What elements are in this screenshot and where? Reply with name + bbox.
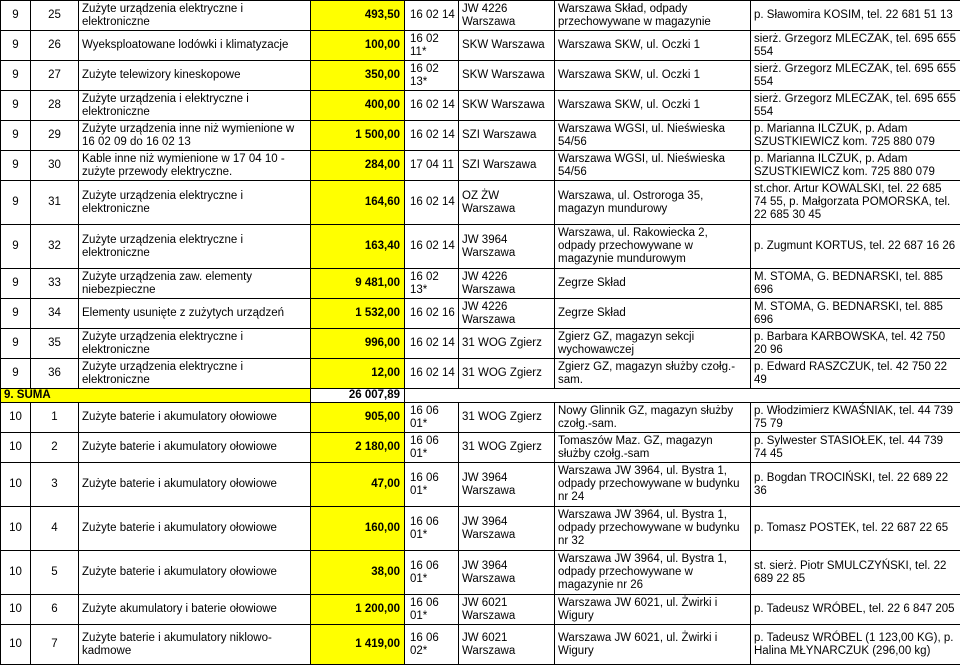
waste-description: Zużyte baterie i akumulatory ołowiowe bbox=[79, 551, 311, 595]
military-unit: 31 WOG Zgierz bbox=[459, 329, 555, 359]
military-unit: SKW Warszawa bbox=[459, 61, 555, 91]
military-unit: 31 WOG Zgierz bbox=[459, 403, 555, 433]
quantity: 164,60 bbox=[311, 181, 405, 225]
section-number: 9 bbox=[1, 151, 31, 181]
section-number: 10 bbox=[1, 625, 31, 665]
waste-description: Zużyte urządzenia elektryczne i elektroniczne bbox=[79, 329, 311, 359]
quantity: 47,00 bbox=[311, 463, 405, 507]
waste-description: Elementy usunięte z zużytych urządzeń bbox=[79, 299, 311, 329]
item-number: 2 bbox=[31, 433, 79, 463]
quantity: 2 180,00 bbox=[311, 433, 405, 463]
table-row bbox=[1, 403, 960, 433]
item-number: 1 bbox=[31, 403, 79, 433]
waste-code: 16 06 01* bbox=[405, 403, 459, 433]
item-number: 28 bbox=[31, 91, 79, 121]
storage-location: Warszawa SKW, ul. Oczki 1 bbox=[555, 31, 751, 61]
waste-description: Zużyte urządzenia elektryczne i elektroniczne bbox=[79, 359, 311, 389]
sum-label: 9. SUMA bbox=[1, 389, 311, 403]
waste-code: 16 06 01* bbox=[405, 595, 459, 625]
waste-code: 16 02 14 bbox=[405, 359, 459, 389]
section-number: 10 bbox=[1, 507, 31, 551]
storage-location: Nowy Glinnik GZ, magazyn służby czołg.-sam. bbox=[555, 403, 751, 433]
storage-location: Zegrze Skład bbox=[555, 269, 751, 299]
contact-person: sierż. Grzegorz MLECZAK, tel. 695 655 554 bbox=[751, 61, 960, 91]
waste-description: Zużyte baterie i akumulatory ołowiowe bbox=[79, 463, 311, 507]
waste-code: 16 02 16 bbox=[405, 299, 459, 329]
waste-code: 16 02 14 bbox=[405, 91, 459, 121]
waste-code: 16 06 01* bbox=[405, 507, 459, 551]
contact-person: p. Edward RASZCZUK, tel. 42 750 22 49 bbox=[751, 359, 960, 389]
storage-location: Warszawa SKW, ul. Oczki 1 bbox=[555, 61, 751, 91]
waste-code: 16 02 14 bbox=[405, 329, 459, 359]
quantity: 400,00 bbox=[311, 91, 405, 121]
contact-person: M. STOMA, G. BEDNARSKI, tel. 885 696 bbox=[751, 269, 960, 299]
contact-person: p. Bogdan TROCIŃSKI, tel. 22 689 22 36 bbox=[751, 463, 960, 507]
section-number: 9 bbox=[1, 91, 31, 121]
quantity: 12,00 bbox=[311, 359, 405, 389]
military-unit: JW 3964 Warszawa bbox=[459, 551, 555, 595]
item-number: 7 bbox=[31, 625, 79, 665]
contact-person: p. Zugmunt KORTUS, tel. 22 687 16 26 bbox=[751, 225, 960, 269]
sum-quantity: 26 007,89 bbox=[311, 389, 405, 403]
waste-description: Zużyte telewizory kineskopowe bbox=[79, 61, 311, 91]
section-number: 9 bbox=[1, 31, 31, 61]
section-number: 9 bbox=[1, 225, 31, 269]
waste-description: Zużyte urządzenia i elektryczne i elektroniczne bbox=[79, 91, 311, 121]
section-number: 9 bbox=[1, 329, 31, 359]
waste-code: 17 04 11 bbox=[405, 151, 459, 181]
item-number: 30 bbox=[31, 151, 79, 181]
quantity: 996,00 bbox=[311, 329, 405, 359]
section-number: 10 bbox=[1, 595, 31, 625]
section-number: 9 bbox=[1, 121, 31, 151]
quantity: 9 481,00 bbox=[311, 269, 405, 299]
waste-code: 16 02 14 bbox=[405, 121, 459, 151]
quantity: 1 532,00 bbox=[311, 299, 405, 329]
storage-location: Warszawa WGSI, ul. Nieświeska 54/56 bbox=[555, 151, 751, 181]
section-number: 9 bbox=[1, 269, 31, 299]
storage-location: Warszawa JW 3964, ul. Bystra 1, odpady przechowywane w budynku nr 32 bbox=[555, 507, 751, 551]
section-number: 10 bbox=[1, 403, 31, 433]
contact-person: p. Sylwester STASIOŁEK, tel. 44 739 74 45 bbox=[751, 433, 960, 463]
waste-description: Zużyte urządzenia elektryczne i elektroniczne bbox=[79, 181, 311, 225]
quantity: 1 200,00 bbox=[311, 595, 405, 625]
section-number: 9 bbox=[1, 299, 31, 329]
table-row bbox=[1, 507, 960, 551]
contact-person: sierż. Grzegorz MLECZAK, tel. 695 655 554 bbox=[751, 91, 960, 121]
section-number: 10 bbox=[1, 551, 31, 595]
item-number: 27 bbox=[31, 61, 79, 91]
storage-location: Zegrze Skład bbox=[555, 299, 751, 329]
sum-row bbox=[1, 389, 960, 403]
military-unit: SZI Warszawa bbox=[459, 151, 555, 181]
storage-location: Warszawa SKW, ul. Oczki 1 bbox=[555, 91, 751, 121]
table-row bbox=[1, 181, 960, 225]
table-row bbox=[1, 121, 960, 151]
waste-description: Zużyte akumulatory i baterie ołowiowe bbox=[79, 595, 311, 625]
contact-person: p. Tomasz POSTEK, tel. 22 687 22 65 bbox=[751, 507, 960, 551]
section-number: 10 bbox=[1, 433, 31, 463]
storage-location: Warszawa, ul. Rakowiecka 2, odpady przechowywane w magazynie mundurowym bbox=[555, 225, 751, 269]
table-row bbox=[1, 31, 960, 61]
quantity: 284,00 bbox=[311, 151, 405, 181]
quantity: 350,00 bbox=[311, 61, 405, 91]
military-unit: JW 6021 Warszawa bbox=[459, 625, 555, 665]
contact-person: p. Marianna ILCZUK, p. Adam SZUSTKIEWICZ kom. 725 880 079 bbox=[751, 121, 960, 151]
contact-person: p. Tadeusz WRÓBEL (1 123,00 KG), p. Halina MŁYNARCZUK (296,00 kg) bbox=[751, 625, 960, 665]
waste-code: 16 02 13* bbox=[405, 61, 459, 91]
item-number: 36 bbox=[31, 359, 79, 389]
table-row bbox=[1, 551, 960, 595]
item-number: 3 bbox=[31, 463, 79, 507]
waste-description: Zużyte baterie i akumulatory niklowo-kadmowe bbox=[79, 625, 311, 665]
item-number: 26 bbox=[31, 31, 79, 61]
waste-code: 16 02 13* bbox=[405, 269, 459, 299]
table-row bbox=[1, 299, 960, 329]
waste-description: Zużyte urządzenia elektryczne i elektroniczne bbox=[79, 1, 311, 31]
waste-description: Wyeksploatowane lodówki i klimatyzacje bbox=[79, 31, 311, 61]
storage-location: Warszawa JW 6021, ul. Żwirki i Wigury bbox=[555, 595, 751, 625]
table-row bbox=[1, 433, 960, 463]
waste-description: Zużyte baterie i akumulatory ołowiowe bbox=[79, 403, 311, 433]
quantity: 100,00 bbox=[311, 31, 405, 61]
quantity: 1 419,00 bbox=[311, 625, 405, 665]
section-number: 9 bbox=[1, 1, 31, 31]
quantity: 38,00 bbox=[311, 551, 405, 595]
military-unit: JW 4226 Warszawa bbox=[459, 299, 555, 329]
military-unit: JW 4226 Warszawa bbox=[459, 1, 555, 31]
military-unit: JW 4226 Warszawa bbox=[459, 269, 555, 299]
military-unit: OZ ŻW Warszawa bbox=[459, 181, 555, 225]
section-number: 9 bbox=[1, 181, 31, 225]
section-number: 9 bbox=[1, 359, 31, 389]
quantity: 160,00 bbox=[311, 507, 405, 551]
waste-code: 16 06 01* bbox=[405, 463, 459, 507]
contact-person: p. Włodzimierz KWAŚNIAK, tel. 44 739 75 79 bbox=[751, 403, 960, 433]
table-row bbox=[1, 595, 960, 625]
section-number: 10 bbox=[1, 463, 31, 507]
storage-location: Warszawa WGSI, ul. Nieświeska 54/56 bbox=[555, 121, 751, 151]
military-unit: SKW Warszawa bbox=[459, 91, 555, 121]
table-row bbox=[1, 269, 960, 299]
item-number: 25 bbox=[31, 1, 79, 31]
item-number: 35 bbox=[31, 329, 79, 359]
waste-code: 16 02 11* bbox=[405, 31, 459, 61]
table-row bbox=[1, 359, 960, 389]
contact-person: sierż. Grzegorz MLECZAK, tel. 695 655 554 bbox=[751, 31, 960, 61]
contact-person: st.chor. Artur KOWALSKI, tel. 22 685 74 55, p. Małgorzata POMORSKA, tel. 22 685 30 45 bbox=[751, 181, 960, 225]
waste-code: 16 02 14 bbox=[405, 225, 459, 269]
table-row bbox=[1, 61, 960, 91]
military-unit: JW 3964 Warszawa bbox=[459, 507, 555, 551]
waste-description: Zużyte baterie i akumulatory ołowiowe bbox=[79, 433, 311, 463]
military-unit: SKW Warszawa bbox=[459, 31, 555, 61]
quantity: 493,50 bbox=[311, 1, 405, 31]
table-row bbox=[1, 329, 960, 359]
storage-location: Zgierz GZ, magazyn sekcji wychowawczej bbox=[555, 329, 751, 359]
waste-code: 16 02 14 bbox=[405, 1, 459, 31]
military-unit: JW 6021 Warszawa bbox=[459, 595, 555, 625]
section-number: 9 bbox=[1, 61, 31, 91]
storage-location: Warszawa JW 6021, ul. Żwirki i Wigury bbox=[555, 625, 751, 665]
waste-description: Zużyte baterie i akumulatory ołowiowe bbox=[79, 507, 311, 551]
item-number: 29 bbox=[31, 121, 79, 151]
item-number: 33 bbox=[31, 269, 79, 299]
storage-location: Warszawa, ul. Ostroroga 35, magazyn mundurowy bbox=[555, 181, 751, 225]
item-number: 4 bbox=[31, 507, 79, 551]
sum-empty bbox=[405, 389, 960, 403]
waste-code: 16 02 14 bbox=[405, 181, 459, 225]
contact-person: p. Sławomira KOSIM, tel. 22 681 51 13 bbox=[751, 1, 960, 31]
waste-description: Kable inne niż wymienione w 17 04 10 - zużyte przewody elektryczne. bbox=[79, 151, 311, 181]
storage-location: Warszawa Skład, odpady przechowywane w magazynie bbox=[555, 1, 751, 31]
contact-person: p. Barbara KARBOWSKA, tel. 42 750 20 96 bbox=[751, 329, 960, 359]
item-number: 5 bbox=[31, 551, 79, 595]
item-number: 32 bbox=[31, 225, 79, 269]
military-unit: JW 3964 Warszawa bbox=[459, 463, 555, 507]
storage-location: Tomaszów Maz. GZ, magazyn służby czołg.-sam bbox=[555, 433, 751, 463]
quantity: 1 500,00 bbox=[311, 121, 405, 151]
item-number: 31 bbox=[31, 181, 79, 225]
table-row bbox=[1, 91, 960, 121]
waste-description: Zużyte urządzenia elektryczne i elektroniczne bbox=[79, 225, 311, 269]
storage-location: Zgierz GZ, magazyn służby czołg.-sam. bbox=[555, 359, 751, 389]
table-row bbox=[1, 463, 960, 507]
military-unit: JW 3964 Warszawa bbox=[459, 225, 555, 269]
quantity: 163,40 bbox=[311, 225, 405, 269]
military-unit: 31 WOG Zgierz bbox=[459, 433, 555, 463]
military-unit: 31 WOG Zgierz bbox=[459, 359, 555, 389]
table-row bbox=[1, 151, 960, 181]
storage-location: Warszawa JW 3964, ul. Bystra 1, odpady przechowywane w budynku nr 24 bbox=[555, 463, 751, 507]
item-number: 6 bbox=[31, 595, 79, 625]
contact-person: st. sierż. Piotr SMULCZYŃSKI, tel. 22 689 22 85 bbox=[751, 551, 960, 595]
table-row bbox=[1, 225, 960, 269]
waste-code: 16 06 01* bbox=[405, 551, 459, 595]
storage-location: Warszawa JW 3964, ul. Bystra 1, odpady przechowywane w magazynie nr 26 bbox=[555, 551, 751, 595]
contact-person: p. Tadeusz WRÓBEL, tel. 22 6 847 205 bbox=[751, 595, 960, 625]
table-row bbox=[1, 1, 960, 31]
quantity: 905,00 bbox=[311, 403, 405, 433]
contact-person: M. STOMA, G. BEDNARSKI, tel. 885 696 bbox=[751, 299, 960, 329]
table-row bbox=[1, 625, 960, 665]
waste-description: Zużyte urządzenia zaw. elementy niebezpieczne bbox=[79, 269, 311, 299]
waste-description: Zużyte urządzenia inne niż wymienione w 16 02 09 do 16 02 13 bbox=[79, 121, 311, 151]
waste-code: 16 06 01* bbox=[405, 433, 459, 463]
item-number: 34 bbox=[31, 299, 79, 329]
military-unit: SZI Warszawa bbox=[459, 121, 555, 151]
waste-code: 16 06 02* bbox=[405, 625, 459, 665]
contact-person: p. Marianna ILCZUK, p. Adam SZUSTKIEWICZ kom. 725 880 079 bbox=[751, 151, 960, 181]
